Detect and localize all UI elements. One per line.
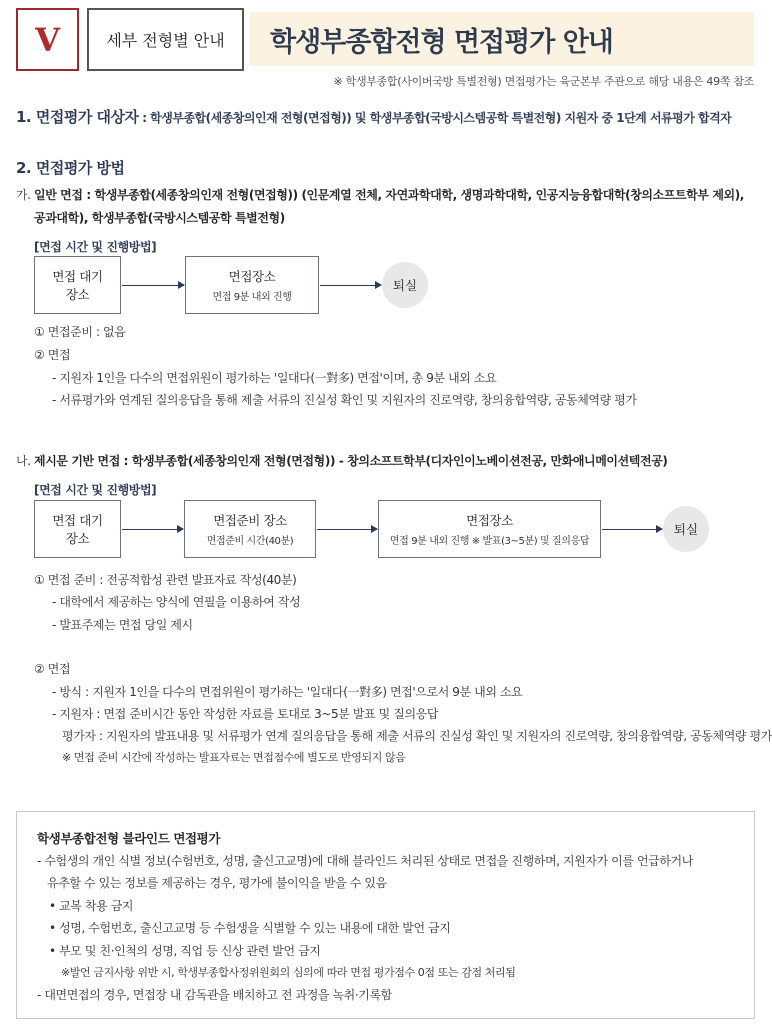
section2-title: 2. 면접평가 방법 [16, 159, 125, 177]
na-flow-title: [면접 시간 및 진행방법] [34, 483, 157, 497]
na-flow-waiting-line2: 장소 [65, 531, 90, 546]
ga-line1: 일반 면접 : 학생부종합(세종창의인재 전형(면접형)) (인문계열 전체, 자연과학대학, 생명과학대학, 인공지능융합대학(창의소프트학부 제외), [34, 188, 744, 202]
ga-item-3: - 지원자 1인을 다수의 면접위원이 평가하는 '일대다(一對多) 면접'이며, 총 9분 내외 소요 [52, 371, 497, 385]
ga-flow-waiting-line2: 장소 [65, 287, 90, 302]
ga-flow-interview-title: 면접장소 [228, 269, 276, 284]
section-badge [16, 8, 79, 71]
ga-flow-waiting-line1: 면접 대기 [52, 269, 103, 284]
section1-heading [16, 106, 731, 127]
blind-interview-box [16, 811, 755, 1019]
section1-desc: : 학생부종합(세종창의인재 전형(면접형)) 및 학생부종합(국방시스템공학 특별전형) 지원자 중 1단계 서류평가 합격자 [138, 111, 732, 125]
na-line1: 제시문 기반 면접 : 학생부종합(세종창의인재 전형(면접형)) - 창의소프트학부(디자인이노베이션전공, 만화애니메이션텍전공) [34, 454, 668, 468]
na-item-4: ② 면접 [34, 662, 71, 676]
blind-line-4: • 성명, 수험번호, 출신고교명 등 수험생을 식별할 수 있는 내용에 대한 발언 금지 [49, 921, 451, 935]
ga-flow-exit: 퇴실 [382, 262, 428, 308]
na-item-7: 평가자 : 지원자의 발표내용 및 서류평가 연계 질의응답을 통해 제출 서류의 진실성 확인 및 지원자의 진로역량, 창의융합역량, 공동체역량 평가 [62, 729, 772, 743]
na-item-5: - 방식 : 지원자 1인을 다수의 면접위원이 평가하는 '일대다(一對多) 면접'으로서 9분 내외 소요 [52, 685, 523, 699]
na-flow-waiting-box [34, 500, 121, 558]
na-flow-interview-box [378, 500, 601, 558]
blind-line-7: - 대면면접의 경우, 면접장 내 감독관을 배치하고 전 과정을 녹취·기록함 [37, 988, 392, 1002]
blind-line-1: - 수험생의 개인 식별 정보(수험번호, 성명, 출신고교명)에 대해 블라인드 처리된 상태로 면접을 진행하며, 지원자가 이를 언급하거나 [37, 854, 693, 868]
na-flow-waiting-line1: 면접 대기 [52, 513, 103, 528]
ga-flow-interview-sub: 면접 9분 내외 진행 [212, 292, 292, 303]
ga-flow-title: [면접 시간 및 진행방법] [34, 240, 157, 254]
ga-item-2: ② 면접 [34, 348, 71, 362]
page-title: 학생부종합전형 면접평가 안내 [250, 12, 754, 66]
na-flow-arrow-2 [317, 529, 377, 530]
na-marker: 나. [16, 454, 31, 468]
na-flow-arrow-3 [602, 529, 662, 530]
blind-title: 학생부종합전형 블라인드 면접평가 [37, 831, 221, 846]
ga-item-4: - 서류평가와 연계된 질의응답을 통해 제출 서류의 진실성 확인 및 지원자의 진로역량, 창의융합역량, 공동체역량 평가 [52, 393, 637, 407]
na-flow-interview-title: 면접장소 [466, 513, 513, 528]
ga-flow-waiting-box [34, 256, 121, 314]
blind-line-6: ※발언 금지사항 위반 시, 학생부종합사정위원회의 심의에 따라 면접 평가점수 0점 또는 감점 처리됨 [61, 966, 516, 979]
na-flow-arrow-1 [122, 529, 183, 530]
ga-flow-arrow-2 [320, 285, 381, 286]
category-label: 세부 전형별 안내 [87, 8, 244, 71]
blind-line-5: • 부모 및 친·인척의 성명, 직업 등 신상 관련 발언 금지 [49, 944, 321, 958]
blind-line-2: 유추할 수 있는 정보를 제공하는 경우, 평가에 불이익을 받을 수 있음 [47, 876, 387, 890]
section1-title: 1. 면접평가 대상자 [16, 108, 139, 126]
ga-marker: 가. [16, 188, 31, 202]
header-note: ※ 학생부종합(사이버국방 특별전형) 면접평가는 육군본부 주관으로 해당 내용은 49쪽 참조 [333, 75, 754, 88]
ga-flow-arrow-1 [122, 285, 184, 286]
ga-flow-interview-box [185, 256, 319, 314]
na-flow-interview-sub: 면접 9분 내외 진행 ※ 발표(3~5분) 및 질의응답 [389, 536, 590, 547]
na-item-1: ① 면접 준비 : 전공적합성 관련 발표자료 작성(40분) [34, 573, 297, 587]
ga-line2: 공과대학), 학생부종합(국방시스템공학 특별전형) [34, 211, 285, 225]
na-flow-prep-sub: 면접준비 시간(40분) [206, 536, 294, 547]
na-flow-exit: 퇴실 [663, 506, 709, 552]
ga-item-1: ① 면접준비 : 없음 [34, 325, 126, 339]
na-item-8: ※ 면접 준비 시간에 작성하는 발표자료는 면접점수에 별도로 반영되지 않음 [62, 751, 406, 764]
blind-line-3: • 교복 착용 금지 [49, 899, 134, 913]
section-badge-letter: V [35, 20, 60, 59]
na-flow-prep-box [184, 500, 316, 558]
na-item-6: - 지원자 : 면접 준비시간 동안 작성한 자료를 토대로 3~5분 발표 및 질의응답 [52, 707, 439, 721]
na-item-3: - 발표주제는 면접 당일 제시 [52, 618, 193, 632]
na-flow-prep-title: 면접준비 장소 [213, 513, 287, 528]
na-item-2: - 대학에서 제공하는 양식에 연필을 이용하여 작성 [52, 595, 301, 609]
